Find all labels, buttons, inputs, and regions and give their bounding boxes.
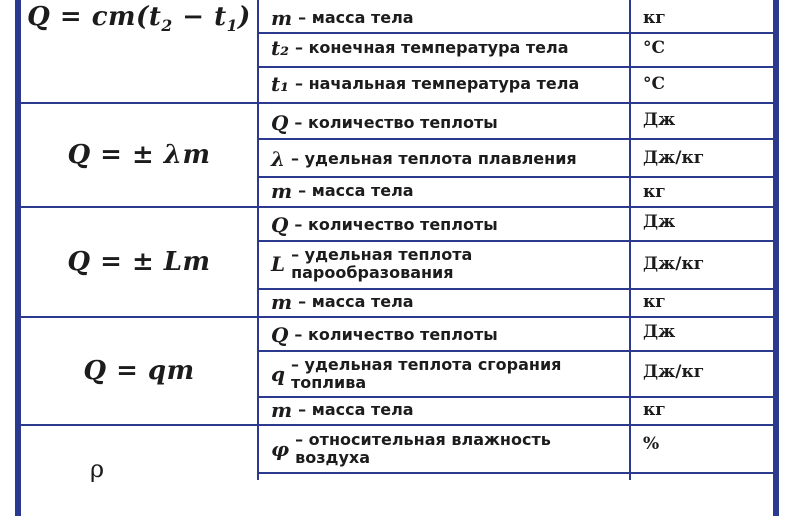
desc-cell: [271, 36, 629, 60]
unit-cell: кг: [643, 182, 666, 202]
symbol: Q: [271, 111, 289, 135]
unit-cell: °С: [643, 38, 666, 58]
symbol: q: [271, 362, 285, 386]
unit-cell: Дж: [643, 322, 676, 342]
description: – удельная теплота парообразования: [291, 245, 473, 282]
symbol: m: [271, 179, 293, 203]
formula-heating-text: $Q = cm(t_2 - t_1)$: [27, 2, 251, 36]
description: – относительная влажность воздуха: [295, 430, 551, 467]
symbol: φ: [271, 437, 290, 461]
description: – масса тела: [298, 400, 414, 419]
unit-cell: °С: [643, 74, 666, 94]
unit-cell: Дж/кг: [643, 148, 705, 168]
symbol: L: [271, 252, 286, 276]
unit-cell: кг: [643, 292, 666, 312]
description: – количество теплоты: [294, 113, 498, 132]
formula-combustion: Q = qm: [83, 356, 195, 386]
formula-vaporization: Q = ± Lm: [67, 247, 211, 277]
desc-cell: [271, 72, 629, 96]
unit-cell: Дж: [643, 110, 676, 130]
unit-cell: %: [643, 434, 660, 454]
desc-cell: [271, 179, 629, 203]
symbol: m: [271, 6, 293, 30]
description: – масса тела: [298, 8, 414, 27]
group-divider: [21, 424, 773, 426]
description: – удельная теплота сгорания топлива: [290, 355, 562, 392]
desc-cell: [271, 354, 611, 394]
unit-cell: кг: [643, 8, 666, 28]
symbol: t₁: [271, 72, 289, 96]
description: – начальная температура тела: [295, 74, 580, 93]
desc-cell: [271, 6, 629, 30]
symbol: Q: [271, 323, 289, 347]
symbol: m: [271, 290, 293, 314]
symbol: m: [271, 398, 293, 422]
description: – масса тела: [298, 181, 414, 200]
formula-humidity-partial: ρ: [90, 455, 105, 483]
description: – количество теплоты: [294, 325, 498, 344]
desc-cell: [271, 146, 629, 172]
desc-cell: [271, 428, 591, 470]
formula-melting: Q = ± λm: [67, 140, 211, 170]
symbol: λ: [271, 147, 286, 171]
description: – конечная температура тела: [295, 38, 569, 57]
symbol: Q: [271, 213, 289, 237]
description: – количество теплоты: [294, 215, 498, 234]
formula-heating: [21, 0, 257, 102]
unit-cell: кг: [643, 400, 666, 420]
description: – удельная теплота плавления: [291, 149, 577, 168]
desc-cell: [271, 398, 629, 422]
desc-cell: [271, 212, 629, 238]
symbol: t₂: [271, 36, 289, 60]
unit-cell: Дж/кг: [643, 362, 705, 382]
unit-cell: Дж/кг: [643, 254, 705, 274]
description: – масса тела: [298, 292, 414, 311]
desc-cell: [271, 322, 629, 348]
unit-cell: Дж: [643, 212, 676, 232]
table-row: [259, 472, 773, 482]
desc-cell: [271, 110, 629, 136]
desc-cell: [271, 290, 629, 314]
desc-cell: [271, 244, 571, 284]
